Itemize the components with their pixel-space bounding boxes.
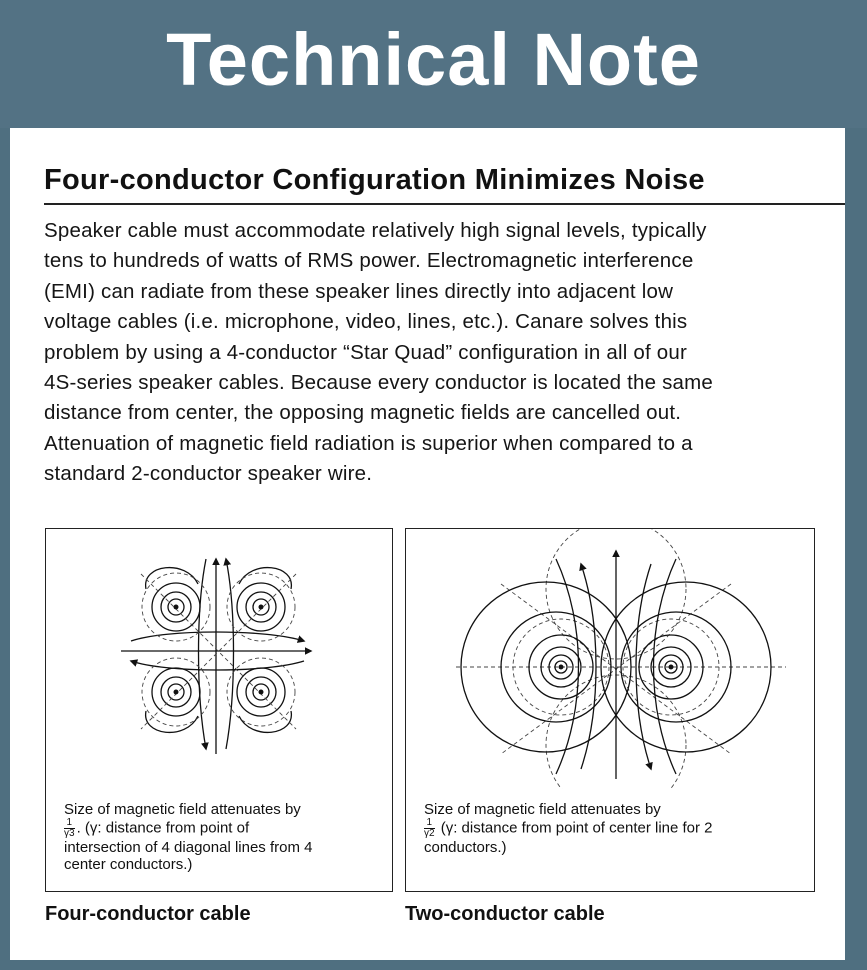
body-line: tens to hundreds of watts of RMS power. Electromagnetic interference bbox=[44, 249, 694, 273]
body-line: standard 2-conductor speaker wire. bbox=[44, 462, 373, 486]
body-line: problem by using a 4-conductor “Star Quad” configuration in all of our bbox=[44, 340, 688, 364]
caption-line: conductors.) bbox=[424, 839, 507, 856]
fraction bbox=[424, 818, 435, 839]
four-conductor-label: Four-conductor cable bbox=[45, 903, 251, 925]
body-line: (EMI) can radiate from these speaker lines directly into adjacent low bbox=[44, 279, 674, 303]
caption-line: Size of magnetic field attenuates by bbox=[64, 801, 301, 818]
fraction-denominator: γ2 bbox=[424, 828, 435, 839]
caption-text: (γ: distance from point of center line for 2 bbox=[436, 819, 713, 837]
caption-line bbox=[424, 818, 713, 839]
two-conductor-figure bbox=[405, 528, 815, 892]
heading-rule bbox=[44, 203, 845, 205]
banner bbox=[0, 0, 867, 128]
two-conductor-label: Two-conductor cable bbox=[405, 903, 605, 925]
caption-line bbox=[64, 818, 312, 839]
caption-line: Size of magnetic field attenuates by bbox=[424, 801, 661, 818]
banner-title: Technical Note bbox=[166, 17, 701, 101]
body-line: voltage cables (i.e. microphone, video, lines, etc.). Canare solves this bbox=[44, 310, 688, 334]
fraction bbox=[64, 818, 75, 839]
fraction-numerator: 1 bbox=[424, 818, 435, 829]
two-conductor-field-diagram bbox=[406, 529, 814, 789]
body-line: Speaker cable must accommodate relatively high signal levels, typically bbox=[44, 219, 707, 242]
caption-text: . (γ: distance from point of bbox=[76, 819, 250, 837]
body-line: Attenuation of magnetic field radiation is superior when compared to a bbox=[44, 431, 693, 455]
article-heading: Four-conductor Configuration Minimizes Noise bbox=[44, 164, 705, 196]
fraction-denominator: γ3 bbox=[64, 828, 75, 839]
two-conductor-caption bbox=[424, 801, 713, 856]
body-line: 4S-series speaker cables. Because every conductor is located the same bbox=[44, 371, 713, 395]
four-conductor-caption bbox=[64, 801, 312, 873]
caption-line: intersection of 4 diagonal lines from 4 bbox=[64, 839, 313, 856]
content-panel bbox=[10, 128, 845, 960]
four-conductor-field-diagram bbox=[46, 529, 392, 789]
article-body bbox=[44, 216, 804, 490]
fraction-numerator: 1 bbox=[64, 818, 75, 829]
four-conductor-figure bbox=[45, 528, 393, 892]
body-line: distance from center, the opposing magnetic fields are cancelled out. bbox=[44, 401, 682, 425]
caption-line: center conductors.) bbox=[64, 856, 193, 873]
